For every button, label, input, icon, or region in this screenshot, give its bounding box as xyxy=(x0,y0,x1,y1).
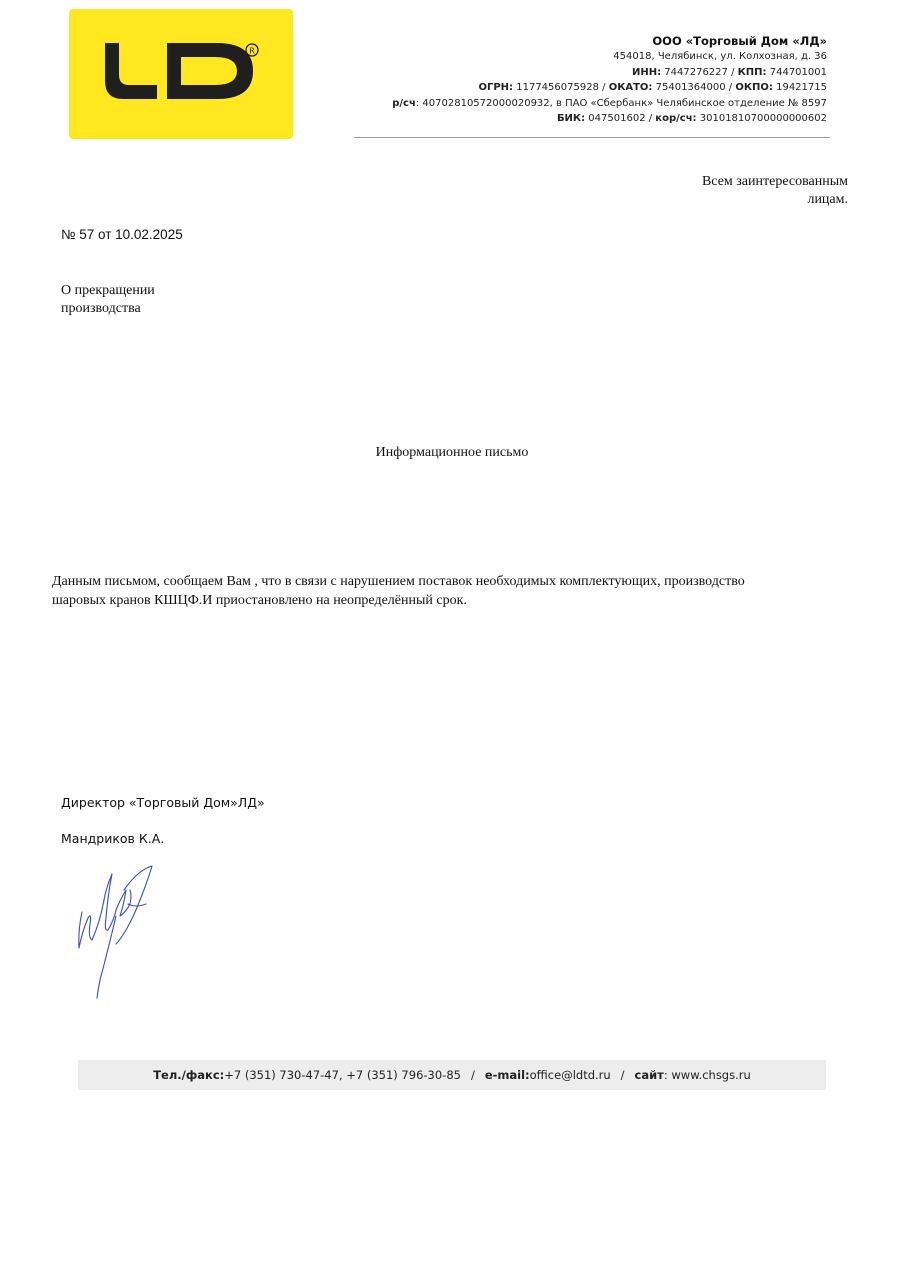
okpo-value: 19421715 xyxy=(776,82,827,93)
phone-value: +7 (351) 730-47-47, +7 (351) 796-30-85 xyxy=(224,1068,461,1082)
separator: / xyxy=(598,82,609,93)
bik-value: 047501602 xyxy=(588,113,646,124)
rs-label: р/сч xyxy=(392,97,416,109)
separator: / xyxy=(725,82,736,93)
okato-label: ОКАТО: xyxy=(608,82,653,93)
okpo-label: ОКПО: xyxy=(735,82,773,93)
company-name: ООО «Торговый Дом «ЛД» xyxy=(652,34,827,48)
document-subject xyxy=(61,282,261,318)
ogrn-value: 1177456075928 xyxy=(516,82,599,93)
document-number: № 57 от 10.02.2025 xyxy=(61,227,183,242)
handwritten-signature xyxy=(70,860,170,1010)
okato-value: 75401364000 xyxy=(655,82,726,93)
footer-separator: / xyxy=(470,1068,475,1082)
subject-line-2: производства xyxy=(61,301,141,316)
inn-label: ИНН: xyxy=(631,66,662,78)
signer-title: Директор «Торговый Дом»ЛД» xyxy=(61,795,265,810)
company-inn-kpp xyxy=(347,65,827,81)
kpp-label: КПП: xyxy=(737,66,767,78)
subject-line-1: О прекращении xyxy=(61,283,155,298)
ogrn-label: ОГРН: xyxy=(478,82,514,93)
footer-separator: / xyxy=(620,1068,625,1082)
document-title: Информационное письмо xyxy=(375,445,529,460)
separator: / xyxy=(645,113,656,124)
separator: / xyxy=(727,66,738,78)
svg-text:R: R xyxy=(249,46,255,56)
company-bank-account xyxy=(347,96,827,112)
ks-label: кор/сч: xyxy=(655,113,697,124)
ld-logo-icon xyxy=(69,9,293,139)
email-value[interactable]: office@ldtd.ru xyxy=(529,1068,611,1082)
rs-value: : 40702810572000020932, в ПАО «Сбербанк» Челябинское отделение № 8597 xyxy=(415,97,827,109)
body-line-2: шаровых кранов КШЦФ.И приостановлено на неопределённый срок. xyxy=(52,592,467,608)
site-value[interactable]: : www.chsgs.ru xyxy=(663,1068,751,1082)
ks-value: 30101810700000000602 xyxy=(699,113,827,124)
company-bik-ks xyxy=(347,111,827,127)
signature-icon xyxy=(70,860,170,1005)
phone-label: Тел./факс: xyxy=(153,1068,225,1082)
company-ogrn-okato-okpo xyxy=(347,80,827,96)
signer-name: Мандриков К.А. xyxy=(61,831,165,846)
company-details xyxy=(347,33,827,127)
bik-label: БИК: xyxy=(556,113,586,124)
company-logo xyxy=(69,9,293,139)
addressee xyxy=(548,173,848,209)
inn-value: 7447276227 xyxy=(664,66,728,78)
addressee-line-2: лицам. xyxy=(807,192,848,207)
footer-contacts xyxy=(78,1060,826,1090)
company-address: 454018, Челябинск, ул. Колхозная, д. 36 xyxy=(613,51,827,62)
kpp-value: 744701001 xyxy=(769,66,827,78)
email-label: e-mail: xyxy=(484,1068,530,1082)
addressee-line-1: Всем заинтересованным xyxy=(701,174,848,189)
header-divider xyxy=(354,137,830,138)
body-line-1: Данным письмом, сообщаем Вам , что в связи с нарушением поставок необходимых комплектующих, производство xyxy=(52,574,745,589)
document-body xyxy=(52,573,842,610)
site-label: сайт xyxy=(634,1068,664,1082)
